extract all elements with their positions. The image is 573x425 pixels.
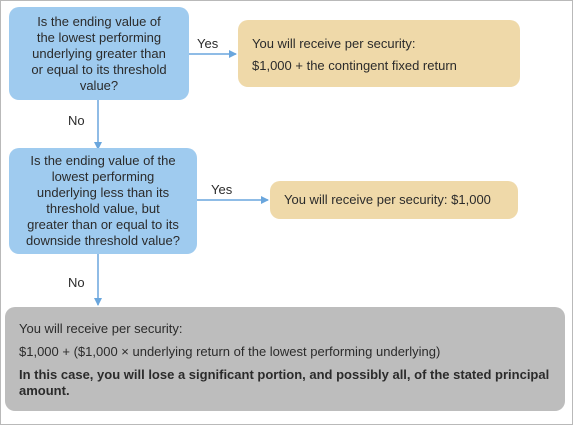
outcome-1-box <box>238 20 520 87</box>
decision-2-no-label: No <box>68 275 85 290</box>
outcome-2-box <box>270 181 518 219</box>
decision-2-yes-label: Yes <box>211 182 233 197</box>
decision-1-yes-label: Yes <box>197 36 219 51</box>
decision-1-no-label: No <box>68 113 85 128</box>
final-outcome-line2: $1,000 + ($1,000 × underlying return of the lowest performing underlying) <box>19 344 441 359</box>
outcome-2-line1: You will receive per security: $1,000 <box>284 192 491 207</box>
final-outcome-warning: In this case, you will lose a significant portion, and possibly all, of the stated principal amount. <box>19 367 550 398</box>
decision-1-question: Is the ending value of the lowest performing underlying greater than or equal to its threshold value? <box>31 13 167 93</box>
outcome-1-line2: $1,000 + the contingent fixed return <box>252 58 457 73</box>
final-outcome-line1: You will receive per security: <box>19 321 183 336</box>
final-outcome-box <box>5 307 565 411</box>
decision-1-box <box>9 7 189 100</box>
decision-2-question: Is the ending value of the lowest performing underlying less than its threshold value, but greater than or equal to its downside threshold value? <box>26 153 180 248</box>
outcome-1-line1: You will receive per security: <box>252 36 416 51</box>
decision-2-box <box>9 148 197 254</box>
